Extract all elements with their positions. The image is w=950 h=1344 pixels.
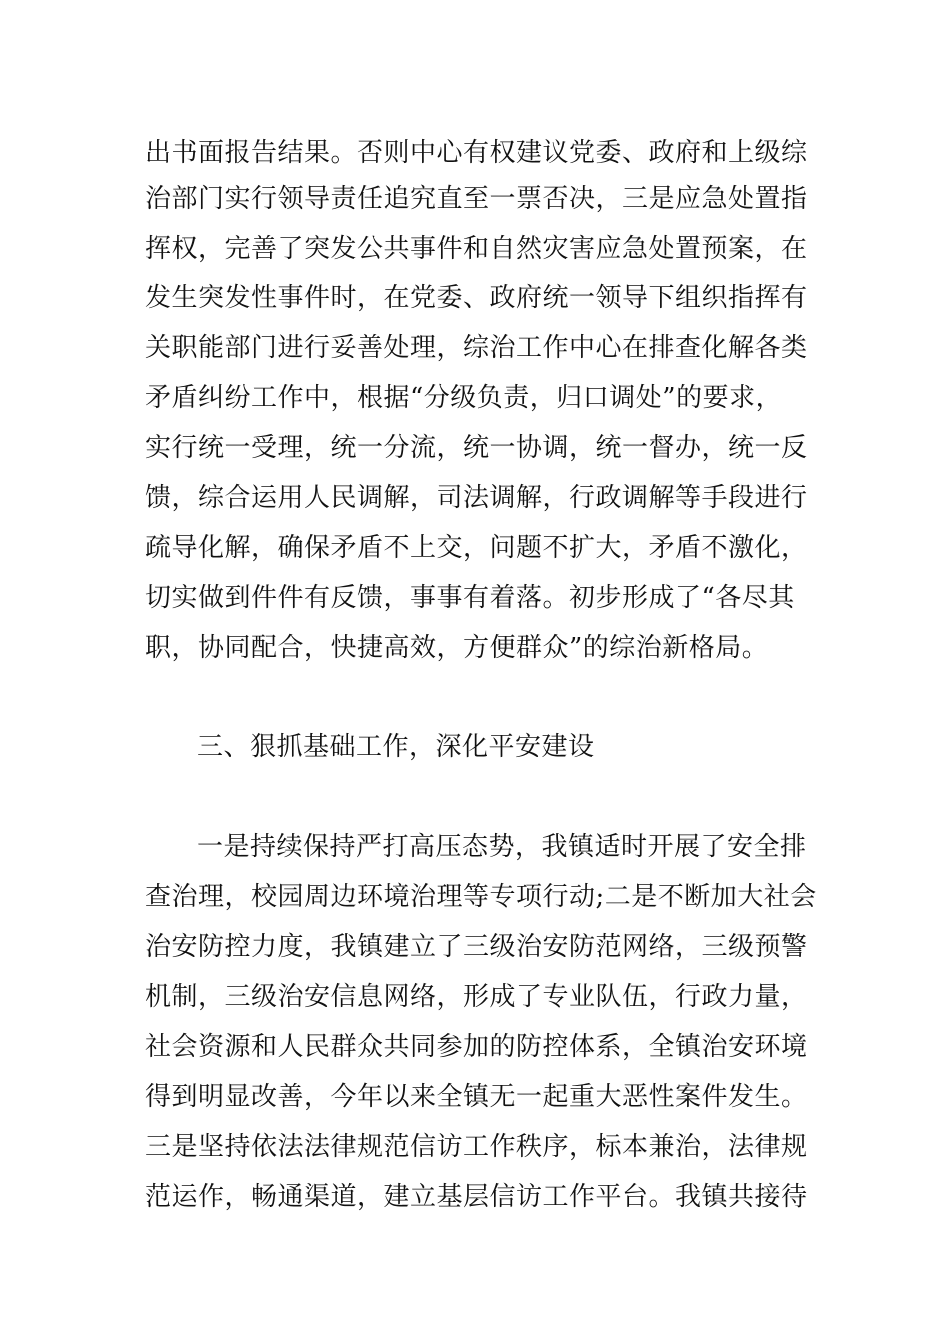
text-line: 馈，综合运用人民调解，司法调解，行政调解等手段进行 [145,483,808,513]
text-line: 三是坚持依法法律规范信访工作秩序，标本兼治，法律规 [145,1132,808,1162]
text-line: 发生突发性事件时，在党委、政府统一领导下组织指挥有 [145,283,808,313]
text-line: 矛盾纠纷工作中，根据“分级负责，归口调处”的要求， [145,383,783,413]
text-line: 切实做到件件有反馈，事事有着落。初步形成了“各尽其 [145,583,795,613]
text-line: 机制，三级治安信息网络，形成了专业队伍，行政力量， [145,982,808,1012]
text-line: 范运作，畅通渠道，建立基层信访工作平台。我镇共接待 [145,1182,808,1212]
text-line: 社会资源和人民群众共同参加的防控体系，全镇治安环境 [145,1032,808,1062]
text-line: 挥权，完善了突发公共事件和自然灾害应急处置预案，在 [145,234,808,264]
text-line: 出书面报告结果。否则中心有权建议党委、政府和上级综 [145,138,808,168]
text-line: 疏导化解，确保矛盾不上交，问题不扩大，矛盾不激化， [145,533,808,563]
text-line: 职，协同配合，快捷高效，方便群众”的综治新格局。 [145,633,769,663]
text-line: 一是持续保持严打高压态势，我镇适时开展了安全排 [197,832,807,862]
text-line: 治部门实行领导责任追究直至一票否决，三是应急处置指 [145,184,808,214]
text-line: 治安防控力度，我镇建立了三级治安防范网络，三级预警 [145,932,808,962]
text-line: 关职能部门进行妥善处理，综治工作中心在排查化解各类 [145,333,808,363]
text-line: 查治理，校园周边环境治理等专项行动;二是不断加大社会 [145,882,817,912]
section-heading: 三、狠抓基础工作，深化平安建设 [197,732,595,762]
text-line: 得到明显改善，今年以来全镇无一起重大恶性案件发生。 [145,1082,808,1112]
text-line: 实行统一受理，统一分流，统一协调，统一督办，统一反 [145,433,808,463]
